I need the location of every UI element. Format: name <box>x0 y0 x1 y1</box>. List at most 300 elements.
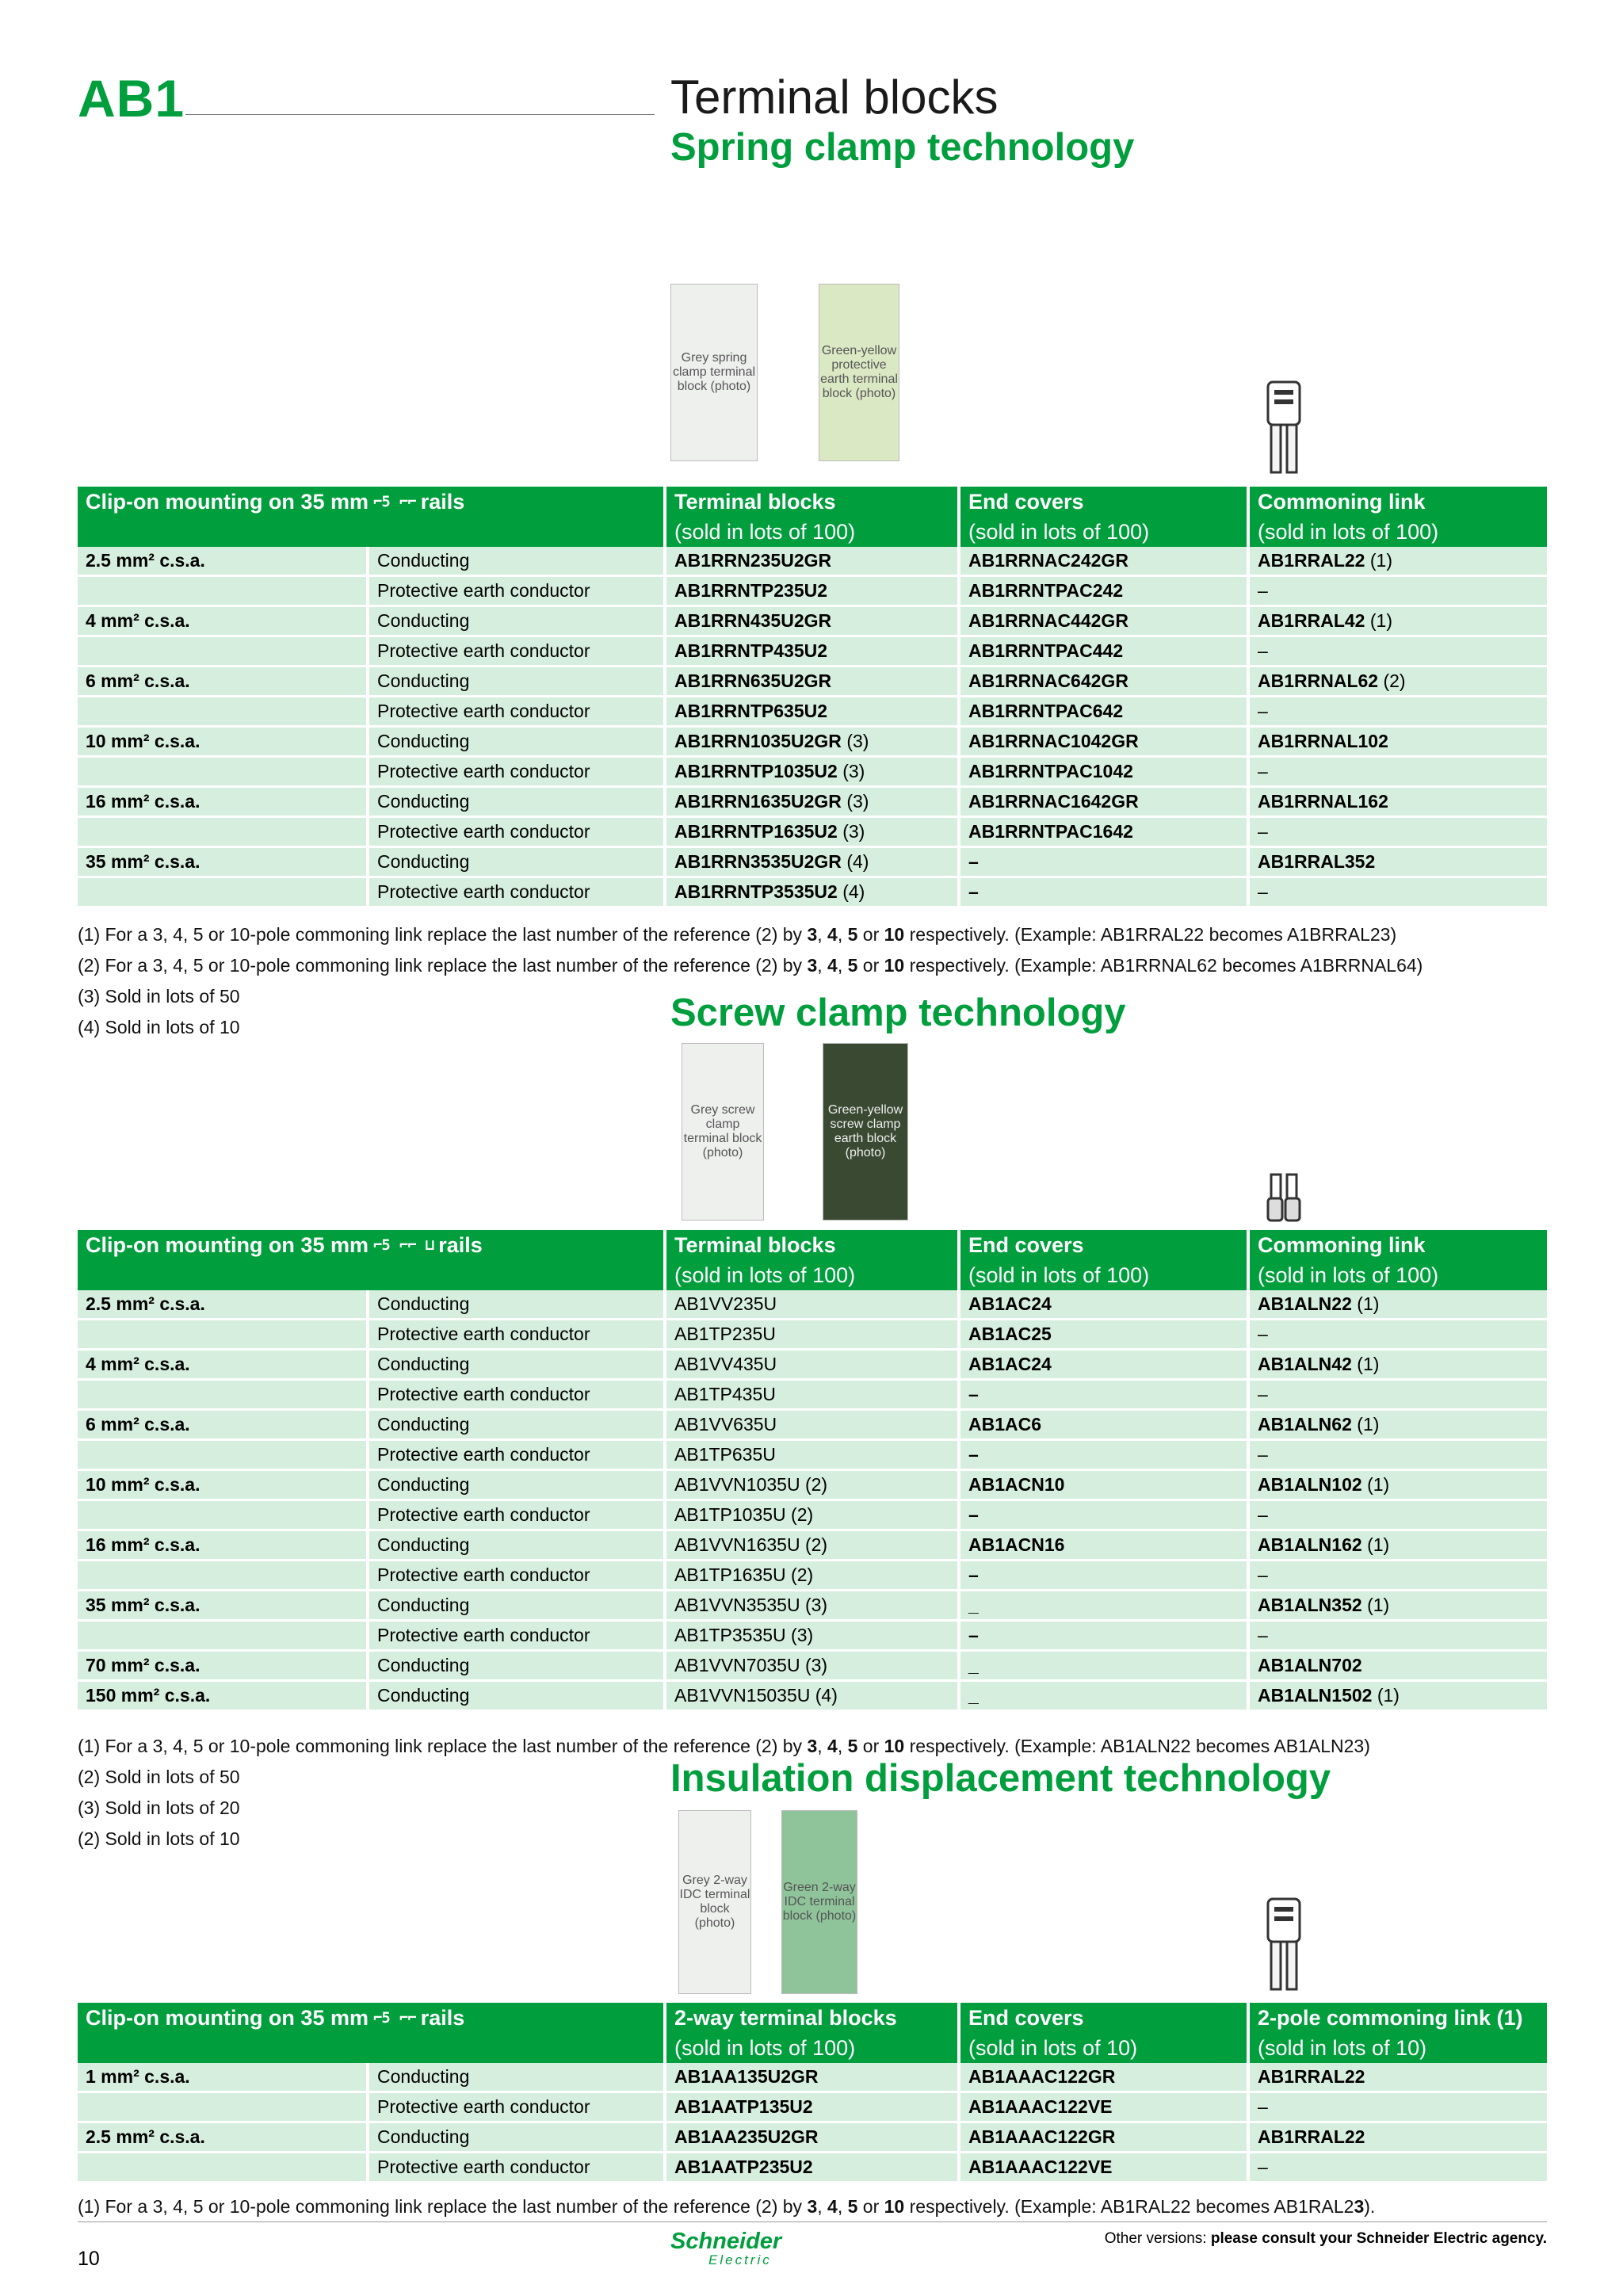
rail-symbol-icon: ⌐⌐ <box>399 493 416 510</box>
cell-commoning-link <box>1248 1440 1547 1470</box>
terminal-block-note: (3) <box>842 761 865 781</box>
end-cover-ref: AB1RRNAC442GR <box>968 610 1128 631</box>
table-row <box>78 757 1547 787</box>
rail-symbol-icon: ⊔ <box>425 1236 434 1254</box>
commoning-link-ref: AB1RRAL22 <box>1258 2126 1365 2147</box>
commoning-link-ref: – <box>1258 821 1268 842</box>
cell-terminal-block <box>665 1470 959 1500</box>
footnote-part: 5 <box>847 1736 858 1756</box>
cell-type: Conducting <box>368 1651 665 1681</box>
header-col5-subtitle: (sold in lots of 100) <box>1258 520 1439 544</box>
cell-end-cover <box>959 2153 1248 2182</box>
table-row <box>78 2092 1547 2122</box>
cell-terminal-block <box>665 2063 959 2092</box>
cell-size: 4 mm² c.s.a. <box>78 1350 368 1380</box>
header-mounting-rails: rails <box>420 2006 465 2030</box>
end-cover-ref: AB1RRNTPAC242 <box>968 580 1124 601</box>
terminal-block-ref: AB1TP235U <box>674 1324 776 1344</box>
commoning-link-note: (1) <box>1377 1685 1400 1706</box>
footnote-part: , <box>817 955 828 976</box>
cell-terminal-block <box>665 636 959 667</box>
end-cover-ref: _ <box>968 1685 979 1706</box>
table-row <box>78 1500 1547 1530</box>
footnote-part: , <box>817 924 828 945</box>
footnote-part: (4) Sold in lots of 10 <box>78 1017 240 1037</box>
footnote <box>78 986 240 1007</box>
cell-commoning-link <box>1248 1621 1547 1651</box>
cell-commoning-link <box>1248 727 1547 757</box>
rail-symbol-icon: ⌐⌐ <box>399 2009 416 2027</box>
cell-end-cover <box>959 817 1248 847</box>
cell-end-cover <box>959 2122 1248 2153</box>
cell-terminal-block <box>665 1530 959 1561</box>
cell-end-cover <box>959 1681 1248 1710</box>
spring-clamp-table <box>78 487 1547 906</box>
cell-size <box>78 1320 368 1350</box>
cell-commoning-link <box>1248 1651 1547 1681</box>
header-col3 <box>665 2003 959 2063</box>
table-row <box>78 1470 1547 1500</box>
cell-end-cover <box>959 547 1248 576</box>
footnote <box>78 1736 1370 1757</box>
cell-end-cover <box>959 757 1248 787</box>
table-row <box>78 1290 1547 1320</box>
header-mounting-text: Clip-on mounting on 35 mm <box>86 2006 369 2030</box>
table-row <box>78 1681 1547 1710</box>
end-cover-ref: AB1AAAC122GR <box>968 2126 1116 2147</box>
cell-type: Conducting <box>368 1290 665 1320</box>
cell-type: Conducting <box>368 667 665 697</box>
footer-note <box>1105 2230 1547 2248</box>
cell-type: Conducting <box>368 1470 665 1500</box>
cell-terminal-block <box>665 1320 959 1350</box>
commoning-link-note: (1) <box>1369 550 1392 571</box>
cell-commoning-link <box>1248 1561 1547 1591</box>
cell-type: Protective earth conductor <box>368 697 665 727</box>
header-mounting-rails: rails <box>420 490 465 514</box>
end-cover-ref: – <box>968 1504 979 1525</box>
footnote-part: (2) Sold in lots of 50 <box>78 1767 240 1787</box>
footnote-part: (3) Sold in lots of 50 <box>78 986 240 1007</box>
footnote-part: (1) For a 3, 4, 5 or 10-pole commoning link replace the last number of the reference (2) by <box>78 924 808 945</box>
cell-size <box>78 2153 368 2182</box>
header-mounting-text: Clip-on mounting on 35 mm <box>86 490 369 514</box>
footnote-part: , <box>837 955 848 976</box>
cell-commoning-link <box>1248 1470 1547 1500</box>
cell-commoning-link <box>1248 636 1547 667</box>
section-title-screw: Screw clamp technology <box>670 991 1126 1034</box>
end-cover-ref: _ <box>968 1595 979 1615</box>
header-rule <box>185 114 655 115</box>
product-image-screw-grey: Grey screw clamp terminal block (photo) <box>682 1043 764 1221</box>
end-cover-ref: – <box>968 1444 979 1465</box>
end-cover-ref: AB1RRNAC1642GR <box>968 791 1139 812</box>
header-col5-title: 2-pole commoning link (1) <box>1258 2006 1523 2030</box>
end-cover-ref: – <box>968 881 979 902</box>
cell-size: 6 mm² c.s.a. <box>78 667 368 697</box>
cell-size: 10 mm² c.s.a. <box>78 1470 368 1500</box>
commoning-link-ref: AB1RRNAL62 <box>1258 670 1379 691</box>
cell-terminal-block <box>665 1500 959 1530</box>
cell-terminal-block <box>665 757 959 787</box>
cell-type: Protective earth conductor <box>368 817 665 847</box>
end-cover-ref: – <box>968 1384 979 1404</box>
cell-type: Protective earth conductor <box>368 2092 665 2122</box>
cell-size <box>78 757 368 787</box>
header-col4-title: End covers <box>968 490 1084 514</box>
footnote-part: , <box>817 2196 828 2217</box>
cell-size <box>78 817 368 847</box>
footnote-part: ). <box>1364 2196 1376 2217</box>
cell-size <box>78 576 368 606</box>
cell-size <box>78 877 368 907</box>
cell-type: Conducting <box>368 1530 665 1561</box>
cell-type: Protective earth conductor <box>368 576 665 606</box>
cell-end-cover <box>959 727 1248 757</box>
terminal-block-ref: AB1RRN3535U2GR <box>674 851 842 872</box>
cell-type: Conducting <box>368 1591 665 1621</box>
product-image-screw-green: Green-yellow screw clamp earth block (photo) <box>823 1043 908 1221</box>
cell-commoning-link <box>1248 667 1547 697</box>
header-col4 <box>959 2003 1248 2063</box>
terminal-block-ref: AB1RRNTP235U2 <box>674 580 828 601</box>
table-row <box>78 1440 1547 1470</box>
terminal-block-ref: AB1VV635U <box>674 1414 777 1435</box>
cell-size <box>78 1561 368 1591</box>
cell-end-cover <box>959 1651 1248 1681</box>
terminal-block-ref: AB1AATP235U2 <box>674 2157 813 2177</box>
cell-end-cover <box>959 1500 1248 1530</box>
cell-end-cover <box>959 1530 1248 1561</box>
footnote <box>78 2196 1375 2218</box>
commoning-link-note: (1) <box>1357 1293 1380 1314</box>
footnote-part: , <box>837 924 848 945</box>
footnote <box>78 1797 240 1819</box>
header-col4-subtitle: (sold in lots of 100) <box>968 520 1150 544</box>
footnote-part: 3 <box>807 1736 818 1756</box>
commoning-link-ref: AB1ALN62 <box>1258 1414 1352 1435</box>
cell-terminal-block <box>665 1290 959 1320</box>
end-cover-ref: AB1AC24 <box>968 1354 1052 1374</box>
terminal-block-ref: AB1RRN1035U2GR <box>674 731 842 751</box>
commoning-link-ref: AB1ALN1502 <box>1258 1685 1373 1706</box>
cell-commoning-link <box>1248 547 1547 576</box>
terminal-block-ref: AB1VVN1635U (2) <box>674 1534 828 1555</box>
terminal-block-ref: AB1AA135U2GR <box>674 2066 819 2087</box>
cell-terminal-block <box>665 606 959 636</box>
terminal-block-ref: AB1AA235U2GR <box>674 2126 819 2147</box>
end-cover-ref: AB1RRNTPAC1042 <box>968 761 1133 781</box>
cell-commoning-link <box>1248 2122 1547 2153</box>
cell-type: Protective earth conductor <box>368 636 665 667</box>
terminal-block-ref: AB1TP3535U (3) <box>674 1625 814 1645</box>
cell-commoning-link <box>1248 1320 1547 1350</box>
cell-size <box>78 1621 368 1651</box>
header-col3-title: Terminal blocks <box>674 490 836 514</box>
terminal-block-ref: AB1RRNTP1035U2 <box>674 761 838 781</box>
cell-commoning-link <box>1248 1290 1547 1320</box>
cell-end-cover <box>959 1320 1248 1350</box>
cell-commoning-link <box>1248 1350 1547 1380</box>
terminal-block-ref: AB1RRNTP3535U2 <box>674 881 838 902</box>
footnote <box>78 1828 240 1850</box>
product-image-idc-grey: Grey 2-way IDC terminal block (photo) <box>678 1810 751 1994</box>
cell-commoning-link <box>1248 1681 1547 1710</box>
commoning-link-note: (2) <box>1383 670 1406 691</box>
cell-type: Protective earth conductor <box>368 2153 665 2182</box>
terminal-block-ref: AB1RRN635U2GR <box>674 670 832 691</box>
cell-type: Conducting <box>368 1350 665 1380</box>
header-col5-subtitle: (sold in lots of 100) <box>1258 1263 1439 1287</box>
product-image-idc-green: Green 2-way IDC terminal block (photo) <box>781 1810 857 1994</box>
table-row <box>78 667 1547 697</box>
terminal-block-ref: AB1VVN15035U (4) <box>674 1685 838 1706</box>
header-col3 <box>665 1230 959 1290</box>
rail-symbol-icon: ⌐⌐ <box>399 1236 416 1254</box>
footnote-part: 3 <box>807 2196 818 2217</box>
cell-terminal-block <box>665 1561 959 1591</box>
cell-type: Conducting <box>368 2122 665 2153</box>
header-col4-title: End covers <box>968 1233 1084 1257</box>
table-row <box>78 1320 1547 1350</box>
cell-type: Protective earth conductor <box>368 1440 665 1470</box>
footnote <box>78 924 1396 946</box>
cell-terminal-block <box>665 1681 959 1710</box>
commoning-link-ref: – <box>1258 640 1268 661</box>
cell-end-cover <box>959 847 1248 877</box>
cell-type: Protective earth conductor <box>368 1380 665 1410</box>
cell-terminal-block <box>665 1591 959 1621</box>
commoning-link-ref: AB1ALN352 <box>1258 1595 1362 1615</box>
cell-commoning-link <box>1248 2153 1547 2182</box>
header-mounting <box>78 2003 665 2063</box>
commoning-link-ref: AB1RRAL22 <box>1258 550 1365 571</box>
commoning-link-note: (1) <box>1357 1354 1380 1374</box>
cell-type: Protective earth conductor <box>368 1500 665 1530</box>
commoning-link-ref: – <box>1258 580 1268 601</box>
section-title-spring: Spring clamp technology <box>670 126 1135 169</box>
cell-end-cover <box>959 2092 1248 2122</box>
cell-type: Protective earth conductor <box>368 1561 665 1591</box>
cell-type: Conducting <box>368 606 665 636</box>
section-title-idc: Insulation displacement technology <box>670 1757 1331 1800</box>
footnote-part: 5 <box>847 2196 858 2217</box>
header-col3-title: Terminal blocks <box>674 1233 836 1257</box>
terminal-block-ref: AB1RRNTP1635U2 <box>674 821 838 842</box>
footnote-part: 3 <box>1354 2196 1365 2217</box>
footnote-part: 5 <box>847 955 858 976</box>
cell-end-cover <box>959 877 1248 907</box>
cell-size <box>78 636 368 667</box>
logo-subtext: Electric <box>708 2252 772 2267</box>
end-cover-ref: AB1RRNAC1042GR <box>968 731 1139 751</box>
commoning-link-ref: AB1ALN102 <box>1258 1474 1362 1495</box>
footer-note-bold: please consult your Schneider Electric agency. <box>1210 2230 1547 2247</box>
end-cover-ref: AB1AAAC122GR <box>968 2066 1116 2087</box>
cell-commoning-link <box>1248 847 1547 877</box>
cell-end-cover <box>959 576 1248 606</box>
cell-terminal-block <box>665 1440 959 1470</box>
cell-size <box>78 1440 368 1470</box>
product-image-spring-grey: Grey spring clamp terminal block (photo) <box>670 284 758 461</box>
commoning-link-ref: – <box>1258 881 1268 902</box>
rail-symbol-icon: ⌐5 <box>372 2009 390 2027</box>
commoning-link-ref: – <box>1258 1625 1268 1645</box>
end-cover-ref: – <box>968 1564 979 1585</box>
terminal-block-ref: AB1RRN435U2GR <box>674 610 832 631</box>
cell-size: 4 mm² c.s.a. <box>78 606 368 636</box>
footnote-part: , <box>837 2196 848 2217</box>
cell-size: 35 mm² c.s.a. <box>78 1591 368 1621</box>
table-row <box>78 697 1547 727</box>
commoning-link-ref: AB1RRAL22 <box>1258 2066 1365 2087</box>
footnote-part: 10 <box>884 924 905 945</box>
header-col5-title: Commoning link <box>1258 1233 1426 1257</box>
header-mounting-text: Clip-on mounting on 35 mm <box>86 1233 369 1257</box>
cell-end-cover <box>959 697 1248 727</box>
table-row <box>78 1350 1547 1380</box>
terminal-block-ref: AB1TP635U <box>674 1444 776 1465</box>
end-cover-ref: AB1RRNAC242GR <box>968 550 1128 571</box>
footnote-part: 3 <box>807 924 818 945</box>
header-col4-subtitle: (sold in lots of 100) <box>968 1263 1150 1287</box>
commoning-link-ref: AB1RRNAL162 <box>1258 791 1388 812</box>
cell-terminal-block <box>665 2092 959 2122</box>
cell-size: 16 mm² c.s.a. <box>78 787 368 817</box>
cell-size: 2.5 mm² c.s.a. <box>78 1290 368 1320</box>
footnote-part: 3 <box>807 955 818 976</box>
cell-type: Conducting <box>368 547 665 576</box>
footnote-part: 10 <box>884 955 905 976</box>
cell-type: Conducting <box>368 847 665 877</box>
header-col3-subtitle: (sold in lots of 100) <box>674 2036 856 2060</box>
cell-terminal-block <box>665 1621 959 1651</box>
commoning-link-image <box>1265 379 1304 476</box>
footnote-part: 4 <box>827 1736 838 1756</box>
footnote-part: 10 <box>884 1736 905 1756</box>
commoning-link-ref: – <box>1258 2096 1268 2117</box>
terminal-block-ref: AB1VV435U <box>674 1354 777 1374</box>
cell-terminal-block <box>665 667 959 697</box>
footnote-part: (1) For a 3, 4, 5 or 10-pole commoning link replace the last number of the reference (2) by <box>78 1736 808 1756</box>
header-col5-title: Commoning link <box>1258 490 1426 514</box>
footnote-part: 4 <box>827 955 838 976</box>
cell-terminal-block <box>665 817 959 847</box>
footnote-part: 4 <box>827 924 838 945</box>
cell-size: 16 mm² c.s.a. <box>78 1530 368 1561</box>
cell-end-cover <box>959 1350 1248 1380</box>
footnote-part: respectively. (Example: AB1RRAL22 becomes A1BRRAL23) <box>904 924 1397 945</box>
table-row <box>78 1621 1547 1651</box>
header-col4-subtitle: (sold in lots of 10) <box>968 2036 1138 2060</box>
commoning-link-ref: AB1ALN22 <box>1258 1293 1352 1314</box>
cell-end-cover <box>959 1380 1248 1410</box>
cell-commoning-link <box>1248 757 1547 787</box>
table-row <box>78 727 1547 757</box>
page-number: 10 <box>78 2248 100 2270</box>
cell-terminal-block <box>665 847 959 877</box>
cell-type: Conducting <box>368 1410 665 1440</box>
commoning-link-note: (1) <box>1357 1414 1380 1435</box>
terminal-block-ref: AB1TP435U <box>674 1384 776 1404</box>
cell-terminal-block <box>665 877 959 907</box>
terminal-block-ref: AB1VVN1035U (2) <box>674 1474 828 1495</box>
table-row <box>78 1561 1547 1591</box>
rail-symbol-icon: ⌐5 <box>372 493 390 510</box>
logo-text: Schneider <box>670 2229 782 2254</box>
cell-commoning-link <box>1248 1410 1547 1440</box>
cell-end-cover <box>959 667 1248 697</box>
header-col3-title: 2-way terminal blocks <box>674 2006 897 2030</box>
cell-size: 1 mm² c.s.a. <box>78 2063 368 2092</box>
header-col5 <box>1248 487 1547 547</box>
footnote-part: 10 <box>884 2196 905 2217</box>
commoning-link-ref: – <box>1258 1384 1268 1404</box>
terminal-block-ref: AB1TP1635U (2) <box>674 1564 814 1585</box>
page-title: Terminal blocks <box>670 71 999 124</box>
cell-commoning-link <box>1248 787 1547 817</box>
footnote-part: or <box>857 955 884 976</box>
cell-terminal-block <box>665 2153 959 2182</box>
end-cover-ref: AB1RRNAC642GR <box>968 670 1128 691</box>
end-cover-ref: AB1AC24 <box>968 1293 1052 1314</box>
cell-size <box>78 1380 368 1410</box>
cell-end-cover <box>959 1621 1248 1651</box>
cell-terminal-block <box>665 1350 959 1380</box>
end-cover-ref: AB1AC6 <box>968 1414 1042 1435</box>
header-col5 <box>1248 1230 1547 1290</box>
footnote <box>78 1017 240 1038</box>
terminal-block-note: (4) <box>842 881 865 902</box>
cell-type: Protective earth conductor <box>368 877 665 907</box>
footnote-part: or <box>857 924 884 945</box>
cell-commoning-link <box>1248 1380 1547 1410</box>
table-row <box>78 547 1547 576</box>
cell-terminal-block <box>665 547 959 576</box>
terminal-block-ref: AB1VVN3535U (3) <box>674 1595 828 1615</box>
cell-commoning-link <box>1248 817 1547 847</box>
cell-end-cover <box>959 787 1248 817</box>
commoning-link-ref: AB1RRAL352 <box>1258 851 1376 872</box>
commoning-link-ref: AB1ALN702 <box>1258 1655 1362 1675</box>
cell-size: 35 mm² c.s.a. <box>78 847 368 877</box>
cell-terminal-block <box>665 697 959 727</box>
footnote-part: , <box>837 1736 848 1756</box>
terminal-block-note: (3) <box>846 791 869 812</box>
screw-clamp-table <box>78 1230 1547 1710</box>
cell-size <box>78 2092 368 2122</box>
header-col4-title: End covers <box>968 2006 1084 2030</box>
footnote-part: 4 <box>827 2196 838 2217</box>
cell-terminal-block <box>665 1410 959 1440</box>
cell-size <box>78 1500 368 1530</box>
rail-symbol-icon: ⌐5 <box>372 1236 390 1254</box>
cell-type: Protective earth conductor <box>368 1621 665 1651</box>
cell-size: 2.5 mm² c.s.a. <box>78 2122 368 2153</box>
cell-end-cover <box>959 1561 1248 1591</box>
commoning-link-ref: – <box>1258 761 1268 781</box>
cell-type: Protective earth conductor <box>368 1320 665 1350</box>
footnote-part: respectively. (Example: AB1ALN22 becomes AB1ALN23) <box>904 1736 1370 1756</box>
cell-end-cover <box>959 606 1248 636</box>
table-row <box>78 2153 1547 2182</box>
table-row <box>78 1410 1547 1440</box>
cell-commoning-link <box>1248 1530 1547 1561</box>
schneider-electric-logo <box>670 2229 781 2268</box>
cell-commoning-link <box>1248 697 1547 727</box>
cell-end-cover <box>959 1290 1248 1320</box>
commoning-link-note: (1) <box>1367 1595 1390 1615</box>
